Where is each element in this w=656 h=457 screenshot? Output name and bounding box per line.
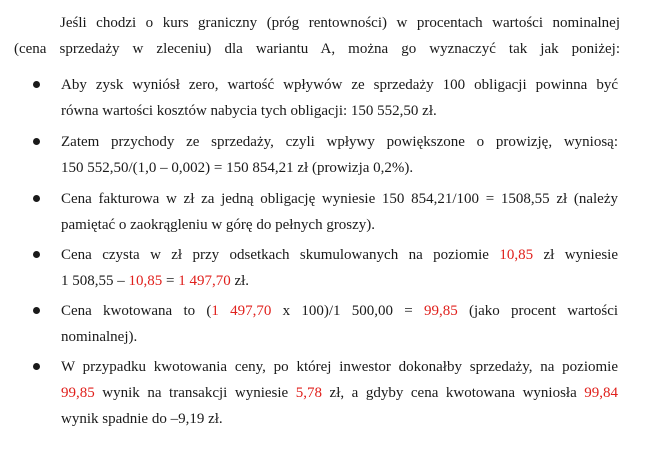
list-item-line: W przypadku kwotowania ceny, po której inwestor dokonałby sprzedaży, na poziomie: [61, 359, 618, 375]
highlight-value: 99,84: [584, 385, 619, 401]
list-item-text: [61, 354, 618, 432]
list-item-line: 150 552,50/(1,0 – 0,002) = 150 854,21 zł (prowizja 0,2%).: [61, 160, 414, 176]
bullet-icon: [33, 81, 40, 88]
list-item-line: wynik spadnie do –9,19 zł.: [61, 411, 223, 427]
text-run: zł, a gdyby cena kwotowana wyniosła: [329, 385, 577, 401]
intro-line-1: Jeśli chodzi o kurs graniczny (próg rentowności) w procentach wartości nominalnej: [60, 15, 620, 31]
list-item-line: równa wartości kosztów nabycia tych obligacji: 150 552,50 zł.: [61, 103, 437, 119]
list-item-line: Aby zysk wyniósł zero, wartość wpływów ze sprzedaży 100 obligacji powinna być: [61, 77, 618, 93]
text-run: x 100)/1 500,00 =: [282, 303, 413, 319]
bullet-icon: [33, 195, 40, 202]
text-run: zł wyniesie: [543, 247, 619, 263]
list-item-text: [61, 298, 618, 350]
text-run: Cena czysta w zł przy odsetkach skumulowanych na poziomie: [61, 247, 489, 263]
highlight-value: 1 497,70: [211, 303, 272, 319]
list-item-line: Cena fakturowa w zł za jedną obligację wyniesie 150 854,21/100 = 1508,55 zł (należy: [61, 191, 618, 207]
list-item-text: [61, 72, 618, 124]
list-item-line: [61, 298, 618, 324]
text-run: zł.: [234, 273, 250, 289]
text-run: 1 508,55 –: [61, 273, 125, 289]
highlight-value: 99,85: [61, 385, 95, 401]
highlight-value: 5,78: [295, 385, 322, 401]
list-item-line: [61, 242, 618, 268]
text-run: Cena kwotowana to (: [61, 303, 212, 319]
text-run: =: [166, 273, 175, 289]
list-item-text: [61, 186, 618, 238]
list-item-line: [61, 268, 618, 294]
list-item-text: [61, 129, 618, 181]
list-item-line: [61, 380, 618, 406]
intro-paragraph: [14, 10, 620, 62]
bullet-icon: [33, 307, 40, 314]
bullet-icon: [33, 138, 40, 145]
text-run: wynik na transakcji wyniesie: [102, 385, 289, 401]
list-item-text: [61, 242, 618, 294]
list-item-line: pamiętać o zaokrągleniu w górę do pełnych groszy).: [61, 217, 376, 233]
text-run: (jako procent wartości: [468, 303, 619, 319]
highlight-value: 99,85: [423, 303, 458, 319]
highlight-value: 10,85: [499, 247, 534, 263]
highlight-value: 10,85: [128, 273, 163, 289]
list-item-line: Zatem przychody ze sprzedaży, czyli wpływy powiększone o prowizję, wyniosą:: [61, 134, 618, 150]
highlight-value: 1 497,70: [178, 273, 231, 289]
bullet-icon: [33, 251, 40, 258]
intro-line-2: (cena sprzedaży w zleceniu) dla wariantu A, można go wyznaczyć tak jak poniżej:: [14, 41, 620, 57]
bullet-icon: [33, 363, 40, 370]
list-item-line: nominalnej).: [61, 329, 138, 345]
